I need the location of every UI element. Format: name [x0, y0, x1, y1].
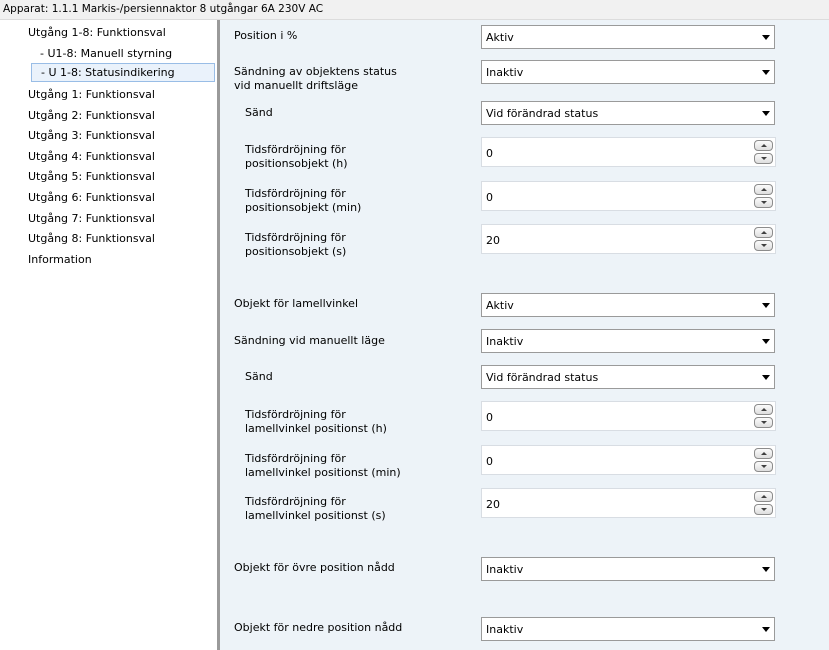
param-select-send[interactable]: [481, 101, 775, 125]
select-value: Vid förändrad status: [486, 371, 599, 384]
param-label-status-manual: Sändning av objektens status vid manuellt driftsläge: [234, 65, 397, 92]
chevron-down-icon[interactable]: [762, 375, 770, 380]
param-label-send-manual-mode: Sändning vid manuellt läge: [234, 334, 385, 347]
spinner-value: 0: [486, 455, 493, 468]
param-select-position[interactable]: [481, 25, 775, 49]
param-label-position: Position i %: [234, 29, 298, 42]
nav-item-utgang-1-8-funktionsval[interactable]: Utgång 1-8: Funktionsval: [28, 26, 166, 39]
param-label-send-2: Sänd: [245, 370, 273, 383]
spin-down-button[interactable]: [754, 153, 773, 164]
nav-item-utgang-6-funktionsval[interactable]: Utgång 6: Funktionsval: [28, 191, 155, 204]
param-spinner-delay-slat-min[interactable]: [481, 445, 776, 475]
nav-item-u1-8-manuell-styrning[interactable]: - U1-8: Manuell styrning: [40, 47, 173, 60]
spinner-value: 20: [486, 234, 500, 247]
param-label-slat-angle: Objekt för lamellvinkel: [234, 297, 358, 310]
spinner-value: 0: [486, 191, 493, 204]
spin-up-button[interactable]: [754, 184, 773, 195]
spin-down-button[interactable]: [754, 197, 773, 208]
param-spinner-delay-position-s[interactable]: [481, 224, 776, 254]
spinner-value: 0: [486, 147, 493, 160]
chevron-down-icon[interactable]: [762, 303, 770, 308]
window-title: Apparat: 1.1.1 Markis-/persiennaktor 8 utgångar 6A 230V AC: [3, 3, 324, 15]
nav-item-utgang-8-funktionsval[interactable]: Utgång 8: Funktionsval: [28, 232, 155, 245]
select-value: Inaktiv: [486, 66, 524, 79]
chevron-down-icon[interactable]: [762, 70, 770, 75]
spin-up-button[interactable]: [754, 404, 773, 415]
nav-item-utgang-3-funktionsval[interactable]: Utgång 3: Funktionsval: [28, 129, 155, 142]
param-label-delay-position-s: Tidsfördröjning för positionsobjekt (s): [245, 231, 347, 258]
param-label-delay-slat-s: Tidsfördröjning för lamellvinkel positionst (s): [245, 495, 386, 522]
param-select-status-manual[interactable]: [481, 60, 775, 84]
param-select-slat-angle[interactable]: [481, 293, 775, 317]
nav-item-utgang-2-funktionsval[interactable]: Utgång 2: Funktionsval: [28, 109, 155, 122]
param-label-lower-position: Objekt för nedre position nådd: [234, 621, 403, 634]
param-label-delay-slat-h: Tidsfördröjning för lamellvinkel positionst (h): [245, 408, 387, 435]
nav-item-u1-8-statusindikering[interactable]: - U 1-8: Statusindikering: [31, 63, 215, 82]
spinner-value: 20: [486, 498, 500, 511]
select-value: Inaktiv: [486, 335, 524, 348]
chevron-down-icon[interactable]: [762, 567, 770, 572]
select-value: Inaktiv: [486, 563, 524, 576]
spin-up-button[interactable]: [754, 491, 773, 502]
spin-down-button[interactable]: [754, 417, 773, 428]
chevron-down-icon[interactable]: [762, 339, 770, 344]
param-spinner-delay-slat-h[interactable]: [481, 401, 776, 431]
spin-down-button[interactable]: [754, 504, 773, 515]
param-select-upper-position[interactable]: [481, 557, 775, 581]
select-value: Vid förändrad status: [486, 107, 599, 120]
chevron-down-icon[interactable]: [762, 627, 770, 632]
param-spinner-delay-position-min[interactable]: [481, 181, 776, 211]
nav-item-utgang-4-funktionsval[interactable]: Utgång 4: Funktionsval: [28, 150, 155, 163]
param-select-send-2[interactable]: [481, 365, 775, 389]
select-value: Aktiv: [486, 31, 514, 44]
spin-up-button[interactable]: [754, 448, 773, 459]
select-value: Aktiv: [486, 299, 514, 312]
parameter-tree: [0, 20, 217, 650]
param-label-delay-slat-min: Tidsfördröjning för lamellvinkel positionst (min): [245, 452, 401, 479]
spin-down-button[interactable]: [754, 240, 773, 251]
param-spinner-delay-slat-s[interactable]: [481, 488, 776, 518]
spin-up-button[interactable]: [754, 227, 773, 238]
nav-item-utgang-7-funktionsval[interactable]: Utgång 7: Funktionsval: [28, 212, 155, 225]
select-value: Inaktiv: [486, 623, 524, 636]
spin-down-button[interactable]: [754, 461, 773, 472]
param-select-send-manual-mode[interactable]: [481, 329, 775, 353]
nav-item-utgang-1-funktionsval[interactable]: Utgång 1: Funktionsval: [28, 88, 155, 101]
parameter-panel: [220, 20, 829, 650]
chevron-down-icon[interactable]: [762, 111, 770, 116]
window-title-bar: [0, 0, 829, 20]
param-label-upper-position: Objekt för övre position nådd: [234, 561, 395, 574]
param-spinner-delay-position-h[interactable]: [481, 137, 776, 167]
nav-item-utgang-5-funktionsval[interactable]: Utgång 5: Funktionsval: [28, 170, 155, 183]
spin-up-button[interactable]: [754, 140, 773, 151]
param-select-lower-position[interactable]: [481, 617, 775, 641]
nav-item-information[interactable]: Information: [28, 253, 92, 266]
param-label-send: Sänd: [245, 106, 273, 119]
chevron-down-icon[interactable]: [762, 35, 770, 40]
param-label-delay-position-h: Tidsfördröjning för positionsobjekt (h): [245, 143, 348, 170]
param-label-delay-position-min: Tidsfördröjning för positionsobjekt (min): [245, 187, 362, 214]
spinner-value: 0: [486, 411, 493, 424]
